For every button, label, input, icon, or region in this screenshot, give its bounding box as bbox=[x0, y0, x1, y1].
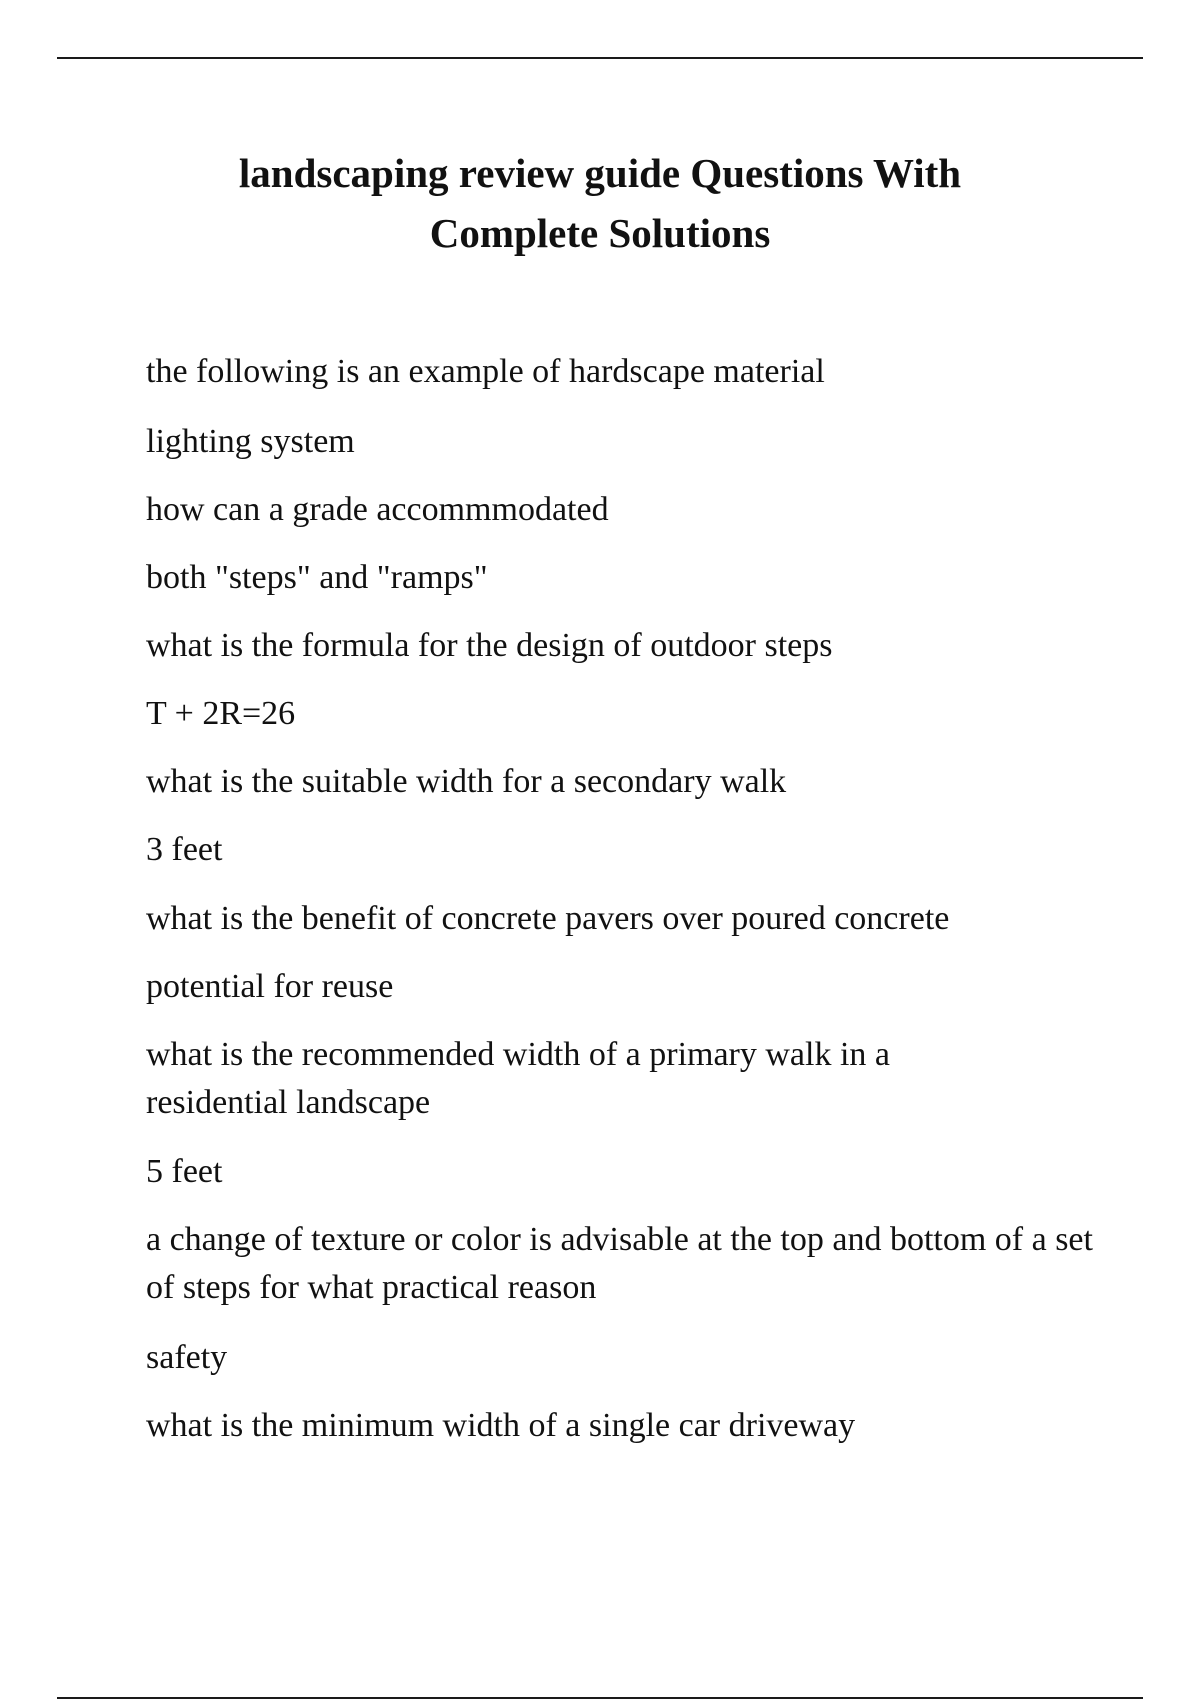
answer-2: both "steps" and "ramps" bbox=[146, 559, 488, 596]
bottom-rule bbox=[57, 1697, 1143, 1699]
answer-5: potential for reuse bbox=[146, 968, 394, 1005]
question-1: the following is an example of hardscape material bbox=[146, 353, 825, 390]
answer-3: T + 2R=26 bbox=[146, 695, 296, 732]
answer-1: lighting system bbox=[146, 423, 355, 460]
answer-6: 5 feet bbox=[146, 1153, 223, 1190]
question-5: what is the benefit of concrete pavers over poured concrete bbox=[146, 900, 950, 937]
answer-7: safety bbox=[146, 1339, 228, 1376]
question-8: what is the minimum width of a single car driveway bbox=[146, 1407, 856, 1444]
question-6: what is the recommended width of a primary walk in a residential landscape bbox=[146, 1036, 890, 1121]
question-7: a change of texture or color is advisable at the top and bottom of a set of steps for what practical reason bbox=[146, 1221, 1093, 1306]
document-title: landscaping review guide Questions With Complete Solutions bbox=[238, 150, 962, 256]
answer-4: 3 feet bbox=[146, 831, 223, 868]
question-4: what is the suitable width for a secondary walk bbox=[146, 763, 787, 800]
question-2: how can a grade accommmodated bbox=[146, 491, 609, 528]
question-3: what is the formula for the design of outdoor steps bbox=[146, 627, 833, 664]
